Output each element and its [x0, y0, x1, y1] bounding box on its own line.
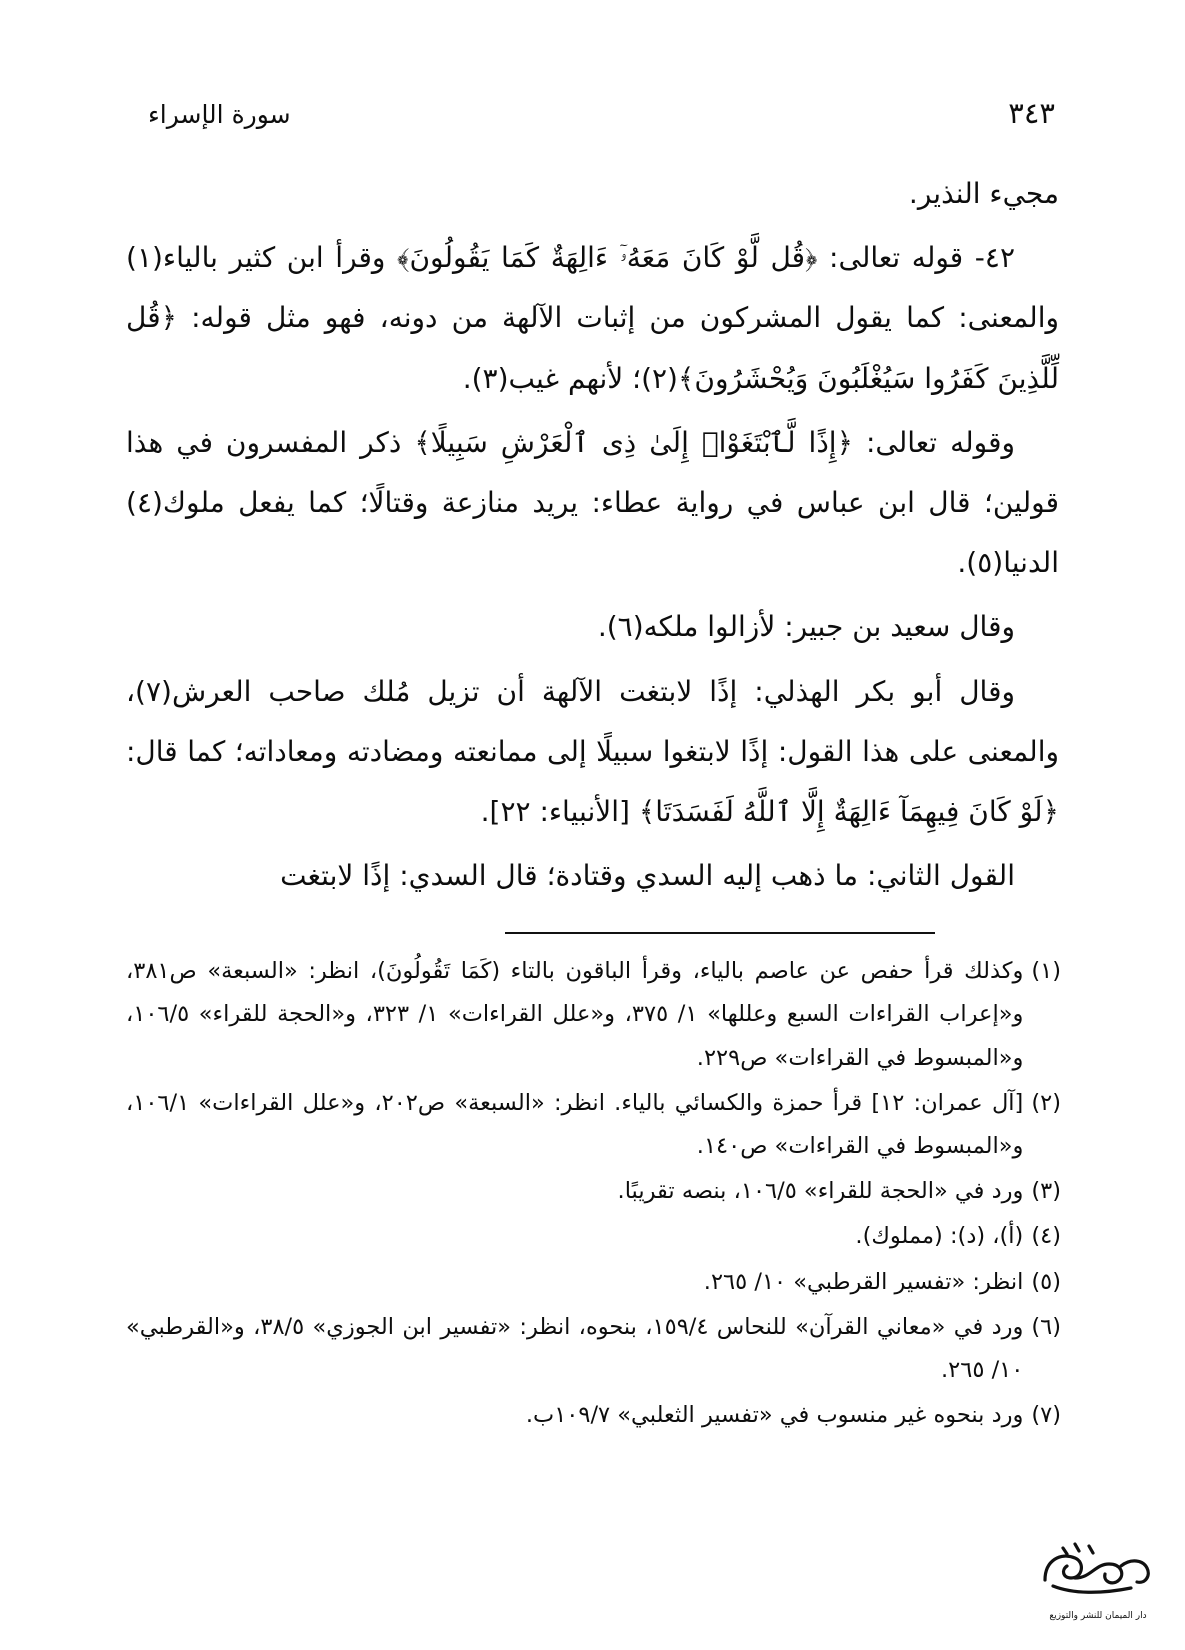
publisher-caption: دار الميمان للنشر والتوزيع: [1049, 1611, 1147, 1621]
footnote-text: [آل عمران: ١٢] قرأ حمزة والكسائي بالياء. انظر: «السبعة» ص٢٠٢، و«علل القراءات» ١٠٦/١، و«المبسوط في القراءات» ص١٤٠.: [126, 1089, 1024, 1159]
footnote-text: ورد بنحوه غير منسوب في «تفسير الثعلبي» ١٠٩/٧ب.: [525, 1402, 1024, 1429]
page-number: ٣٤٣: [1008, 96, 1055, 130]
footnote-marker: (٥): [1031, 1268, 1061, 1295]
main-text: [120, 164, 1065, 906]
footnote-marker: (٣): [1031, 1178, 1061, 1205]
running-head-sura: سورة الإسراء: [148, 100, 291, 129]
page-header: [120, 96, 1065, 130]
footnote-item: [126, 1215, 1061, 1258]
footnote-item: [126, 1394, 1061, 1437]
paragraph-second-opinion: القول الثاني: ما ذهب إليه السدي وقتادة؛ قال السدي: إذًا لابتغت: [280, 859, 1015, 893]
footnote-marker: (٢): [1031, 1089, 1061, 1116]
footnote-marker: (٧): [1031, 1402, 1061, 1429]
footnote-marker: (١): [1031, 958, 1061, 985]
footnote-separator: [505, 932, 935, 934]
footnotes-section: [120, 950, 1065, 1437]
footnote-text: ورد في «معاني القرآن» للنحاس ١٥٩/٤، بنحوه، انظر: «تفسير ابن الجوزي» ٣٨/٥، و«القرطبي» ١٠/ ٢٦٥.: [126, 1313, 1024, 1383]
paragraph-said-bin-jubayr: وقال سعيد بن جبير: لأزالوا ملكه(٦).: [597, 610, 1015, 644]
footnote-item: [126, 1082, 1061, 1168]
footnote-text: ورد في «الحجة للقراء» ١٠٦/٥، بنصه تقريبًا.: [617, 1178, 1024, 1205]
footnote-marker: (٦): [1031, 1313, 1061, 1340]
footnote-text: انظر: «تفسير القرطبي» ١٠/ ٢٦٥.: [703, 1268, 1024, 1295]
footnote-item: [126, 1261, 1061, 1304]
footnote-item: [126, 1170, 1061, 1213]
paragraph-verse-42: ٤٢- قوله تعالى: ﴿قُل لَّوْ كَانَ مَعَهُۥٓ ءَالِهَةٌ كَمَا يَقُولُونَ﴾ وقرأ ابن كثير بالياء(١) والمعنى: كما يقول المشركون من إثبات الآلهة من دونه، فهو مثل قوله: ﴿قُل لِّلَّذِينَ كَفَرُوا سَيُغْلَبُونَ وَيُحْشَرُونَ﴾(٢)؛ لأنهم غيب(٣).: [126, 241, 1059, 395]
footnote-text: (أ)، (د): (مملوك).: [855, 1223, 1024, 1250]
footnote-text: وكذلك قرأ حفص عن عاصم بالياء، وقرأ الباقون بالتاء (كَمَا تَقُولُونَ)، انظر: «السبعة» ص٣٨١، و«إعراب القراءات السبع وعللها» ١/ ٣٧٥، و«علل القراءات» ١/ ٣٢٣، و«الحجة للقراء» ١٠٦/٥، و«المبسوط في القراءات» ص٢٢٩.: [126, 958, 1024, 1071]
footnote-marker: (٤): [1031, 1223, 1061, 1250]
footnote-item: [126, 1306, 1061, 1392]
paragraph-abu-bakr-hudhali: وقال أبو بكر الهذلي: إذًا لابتغت الآلهة أن تزيل مُلك صاحب العرش(٧)، والمعنى على هذا القول: إذًا لابتغوا سبيلًا إلى ممانعته ومضادته ومعاداته؛ كما قال: ﴿لَوْ كَانَ فِيهِمَآ ءَالِهَةٌ إِلَّا ٱللَّهُ لَفَسَدَتَا﴾ [الأنبياء: ٢٢].: [126, 674, 1059, 828]
paragraph-continuation: مجيء النذير.: [908, 177, 1059, 210]
paragraph-wa-qawluhu: وقوله تعالى: ﴿إِذًا لَّٱبْتَغَوْا۟ إِلَىٰ ذِى ٱلْعَرْشِ سَبِيلًا﴾ ذكر المفسرون في هذا قولين؛ قال ابن عباس في رواية عطاء: يريد منازعة وقتالًا؛ كما يفعل ملوك(٤) الدنيا(٥).: [126, 425, 1059, 580]
publisher-logo: [1039, 1534, 1157, 1624]
footnote-item: [126, 950, 1061, 1080]
